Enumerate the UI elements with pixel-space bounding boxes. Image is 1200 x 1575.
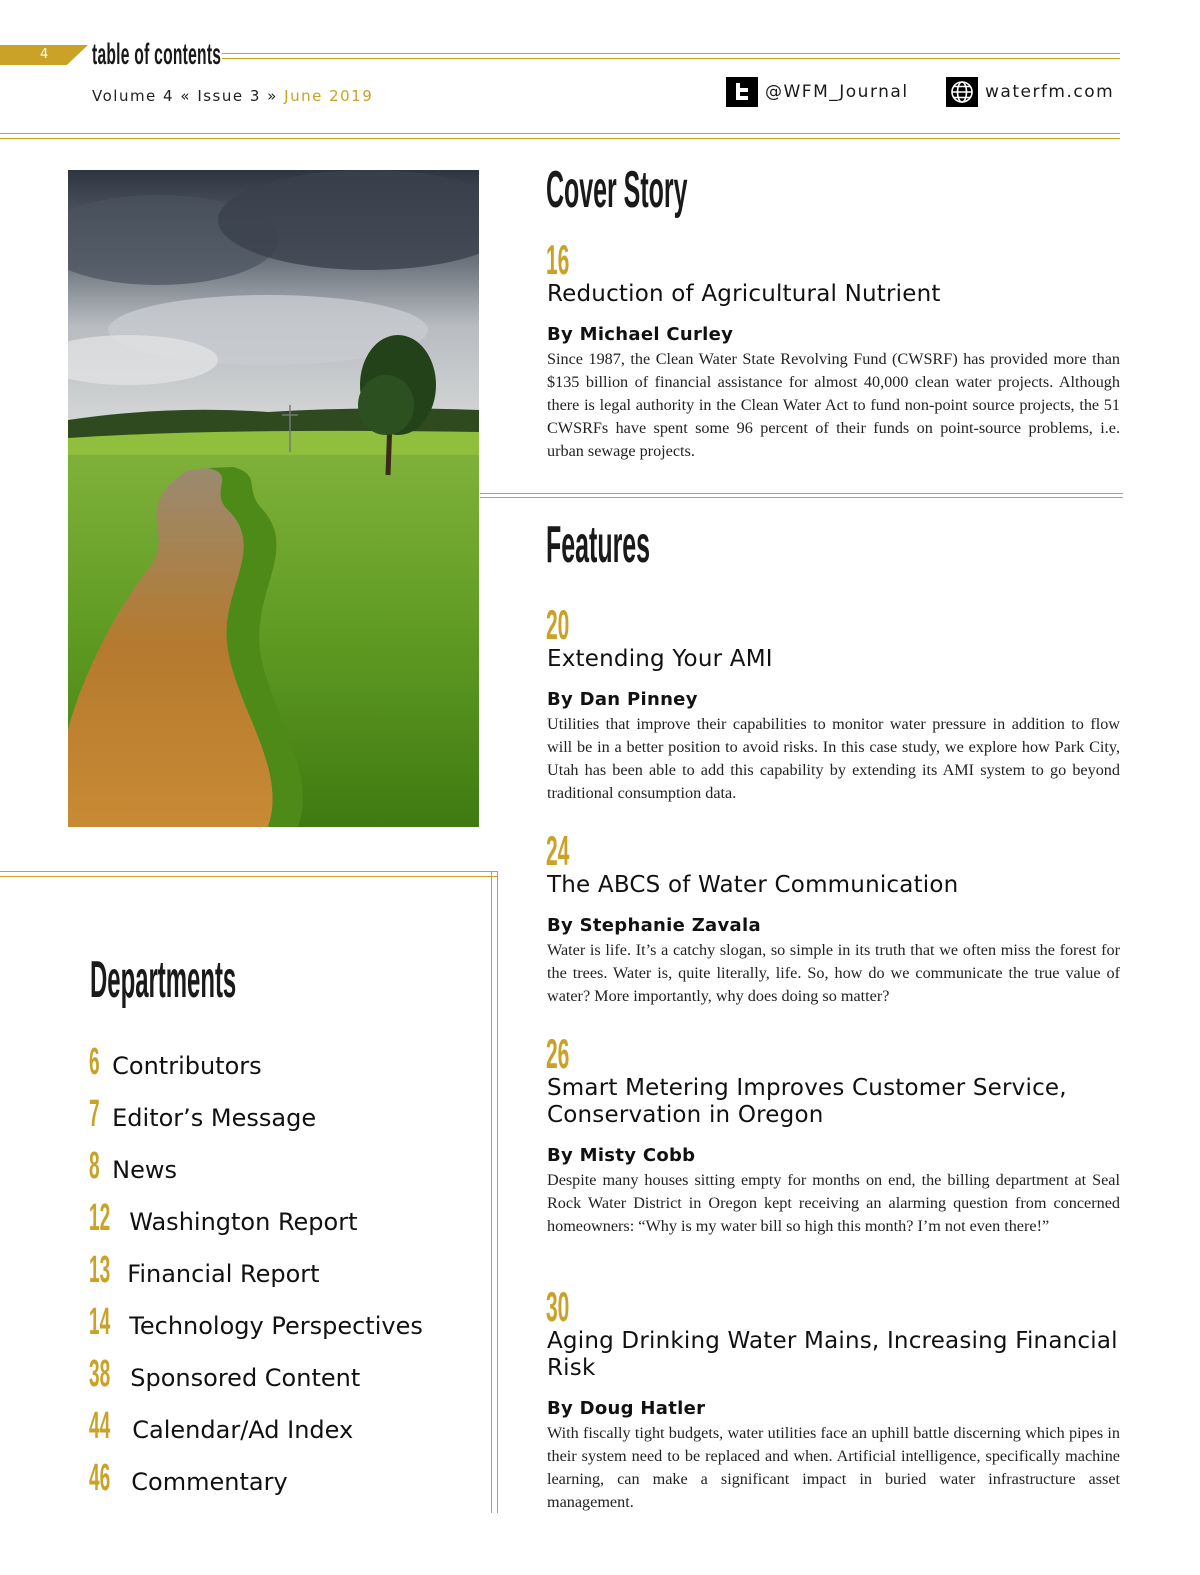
feature-author: By Dan Pinney xyxy=(547,689,698,710)
feature-title[interactable]: The ABCS of Water Communication xyxy=(547,872,959,898)
globe-icon xyxy=(946,77,978,107)
department-page: 38 xyxy=(89,1353,111,1395)
feature-author: By Doug Hatler xyxy=(547,1398,706,1419)
department-item[interactable] xyxy=(89,1352,361,1395)
department-item[interactable] xyxy=(89,1040,262,1083)
cover-story-page: 16 xyxy=(546,236,570,283)
cover-story-heading: Cover Story xyxy=(546,161,688,219)
department-label: Commentary xyxy=(131,1468,288,1496)
department-label: News xyxy=(112,1156,177,1184)
department-label: Financial Report xyxy=(127,1260,320,1288)
issue-date: June 2019 xyxy=(284,87,374,105)
department-page: 8 xyxy=(89,1145,100,1187)
feature-author: By Misty Cobb xyxy=(547,1145,696,1166)
feature-summary: Despite many houses sitting empty for months on end, the billing department at Seal Rock Water District in Oregon kept receiving an alarming question from concerned homeowners: “Why is my water bill so high this month? I’m not even there!” xyxy=(547,1171,1120,1235)
features-heading: Features xyxy=(546,516,651,574)
feature-summary: With fiscally tight budgets, water utilities face an uphill battle discerning which pipes in their system need to be replaced and when. Artificial intelligence, specifically machine learning, can make a significant impact in buried water infrastructure asset management. xyxy=(547,1424,1120,1511)
website-url: waterfm.com xyxy=(985,82,1115,102)
department-page: 6 xyxy=(89,1041,100,1083)
section-title: table of contents xyxy=(92,38,222,71)
issue-line xyxy=(92,87,373,105)
department-item[interactable] xyxy=(89,1300,423,1343)
issue-info: Volume 4 « Issue 3 » xyxy=(92,87,278,105)
department-item[interactable] xyxy=(89,1144,177,1187)
department-page: 13 xyxy=(89,1249,111,1291)
department-label: Contributors xyxy=(112,1052,262,1080)
cover-story-title[interactable]: Reduction of Agricultural Nutrient xyxy=(547,281,941,307)
department-label: Sponsored Content xyxy=(130,1364,361,1392)
twitter-icon xyxy=(726,77,758,107)
department-item[interactable] xyxy=(89,1456,288,1499)
department-page: 12 xyxy=(89,1197,111,1239)
header-rule xyxy=(222,53,1120,59)
cover-photo-stream-meadow xyxy=(68,170,479,827)
department-item[interactable] xyxy=(89,1404,354,1447)
feature-page: 20 xyxy=(546,601,570,648)
department-page: 46 xyxy=(89,1457,111,1499)
twitter-link[interactable] xyxy=(726,77,909,107)
cover-story-author: By Michael Curley xyxy=(547,324,734,345)
feature-page: 26 xyxy=(546,1030,570,1077)
feature-summary: Utilities that improve their capabilities to monitor water pressure in addition to flow will be in a better position to avoid risks. In this case study, we explore how Park City, Utah has been able to add this capability by extending its AMI system to go beyond traditional consumption data. xyxy=(547,715,1120,802)
section-divider xyxy=(480,493,1123,498)
department-page: 7 xyxy=(89,1093,100,1135)
department-page: 44 xyxy=(89,1405,111,1447)
department-page: 14 xyxy=(89,1301,111,1343)
feature-summary: Water is life. It’s a catchy slogan, so simple in its truth that we often miss the forest for the trees. Water is, quite literally, life. So, how do we communicate the true value of water? More importantly, why does doing so matter? xyxy=(547,941,1120,1005)
cover-story-summary: Since 1987, the Clean Water State Revolving Fund (CWSRF) has provided more than $135 billion of financial assistance for almost 40,000 clean water projects. Although there is legal authority in the Clean Water Act to fund non-point source projects, the 51 CWSRFs have spent some 96 percent of their funds on point-source problems, i.e. urban sewage projects. xyxy=(547,350,1120,460)
department-label: Editor’s Message xyxy=(112,1104,317,1132)
website-link[interactable] xyxy=(946,77,1114,107)
page-number: 4 xyxy=(40,47,49,62)
department-item[interactable] xyxy=(89,1196,358,1239)
feature-title[interactable]: Smart Metering Improves Customer Service, Conservation in Oregon xyxy=(547,1075,1067,1128)
departments-top-rule xyxy=(0,871,498,877)
twitter-handle: @WFM_Journal xyxy=(765,82,909,102)
department-label: Calendar/Ad Index xyxy=(132,1416,354,1444)
departments-side-rule xyxy=(491,871,498,1513)
department-label: Washington Report xyxy=(129,1208,358,1236)
department-label: Technology Perspectives xyxy=(129,1312,423,1340)
feature-author: By Stephanie Zavala xyxy=(547,915,761,936)
department-item[interactable] xyxy=(89,1092,317,1135)
feature-title[interactable]: Extending Your AMI xyxy=(547,646,773,672)
top-rule xyxy=(0,133,1120,139)
feature-page: 30 xyxy=(546,1283,570,1330)
feature-page: 24 xyxy=(546,827,570,874)
department-item[interactable] xyxy=(89,1248,320,1291)
feature-title[interactable]: Aging Drinking Water Mains, Increasing Financial Risk xyxy=(547,1328,1118,1381)
departments-heading: Departments xyxy=(90,951,237,1009)
